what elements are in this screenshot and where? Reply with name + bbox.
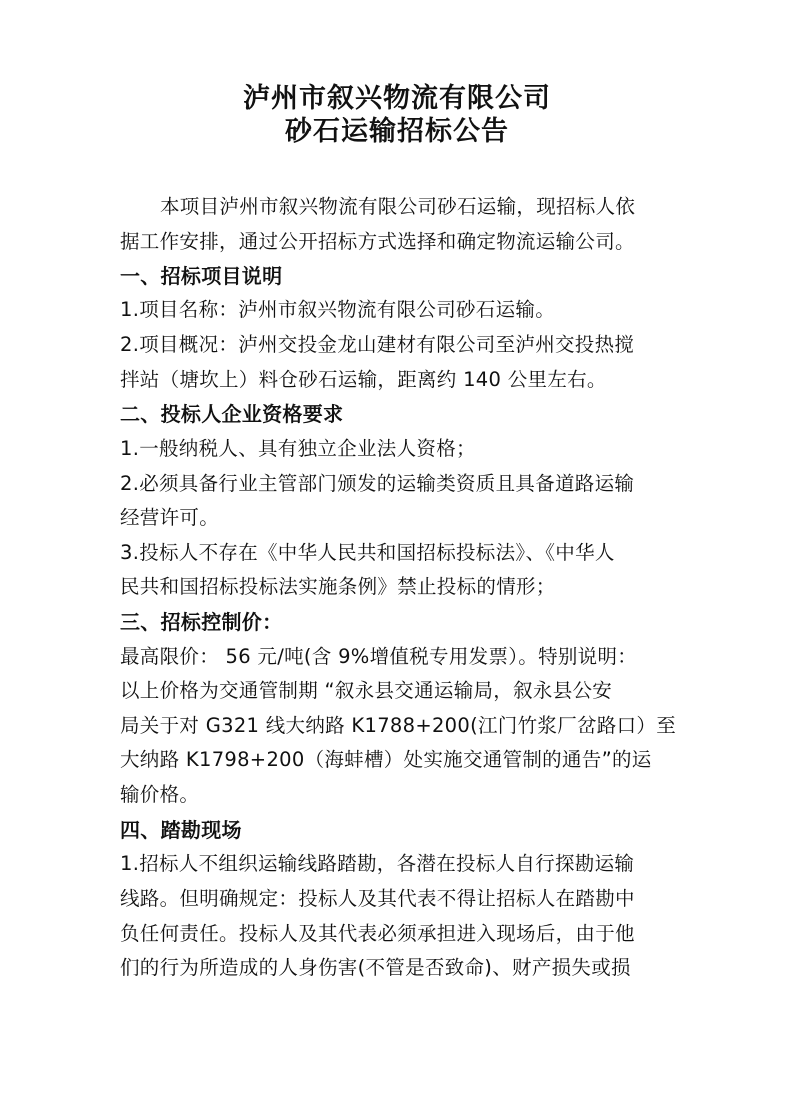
section-1-line-2: 2.项目概况：泸州交投金龙山建材有限公司至泸州交投热搅 (120, 333, 635, 356)
section-2-line-2: 2.必须具备行业主管部门颁发的运输类资质且具备道路运输 (120, 472, 635, 495)
section-4-line-2: 线路。但明确规定：投标人及其代表不得让招标人在踏勘中 (120, 887, 635, 910)
section-2-heading: 二、投标人企业资格要求 (120, 402, 344, 426)
document-title-line-2: 砂石运输招标公告 (285, 116, 509, 147)
intro-line-1: 本项目泸州市叙兴物流有限公司砂石运输，现招标人依 (160, 195, 636, 218)
section-3-line-5: 输价格。 (120, 783, 200, 806)
document-title-line-1: 泸州市叙兴物流有限公司 (243, 83, 551, 114)
section-4-heading: 四、踏勘现场 (120, 818, 242, 842)
section-3-line-1: 最高限价： 56 元/吨(含 9%增值税专用发票）。特别说明： (120, 645, 638, 668)
section-4-line-4: 们的行为所造成的人身伤害(不管是否致命)、财产损失或损 (120, 956, 631, 979)
section-2-line-3: 经营许可。 (120, 506, 220, 529)
intro-line-2: 据工作安排，通过公开招标方式选择和确定物流运输公司。 (120, 230, 635, 253)
section-4-line-1: 1.招标人不组织运输线路踏勘，各潜在投标人自行探勘运输 (120, 852, 635, 875)
section-1-line-1: 1.项目名称：泸州市叙兴物流有限公司砂石运输。 (120, 298, 556, 321)
section-1-line-3: 拌站（塘坎上）料仓砂石运输，距离约 140 公里左右。 (120, 368, 607, 391)
section-1-heading: 一、招标项目说明 (120, 264, 283, 288)
section-3-line-2: 以上价格为交通管制期 “叙永县交通运输局，叙永县公安 (120, 679, 613, 702)
section-3-line-4: 大纳路 K1798+200（海蚌槽）处实施交通管制的通告”的运 (120, 748, 652, 771)
section-4-line-3: 负任何责任。投标人及其代表必须承担进入现场后，由于他 (120, 922, 635, 945)
section-2-line-1: 1.一般纳税人、具有独立企业法人资格； (120, 437, 476, 460)
section-2-line-4: 3.投标人不存在《中华人民共和国招标投标法》、《中华人 (120, 541, 615, 564)
section-3-line-3: 局关于对 G321 线大纳路 K1788+200(江门竹浆厂岔路口）至 (120, 714, 677, 737)
section-3-heading: 三、招标控制价： (120, 610, 283, 634)
section-2-line-5: 民共和国招标投标法实施条例》禁止投标的情形； (120, 575, 556, 598)
